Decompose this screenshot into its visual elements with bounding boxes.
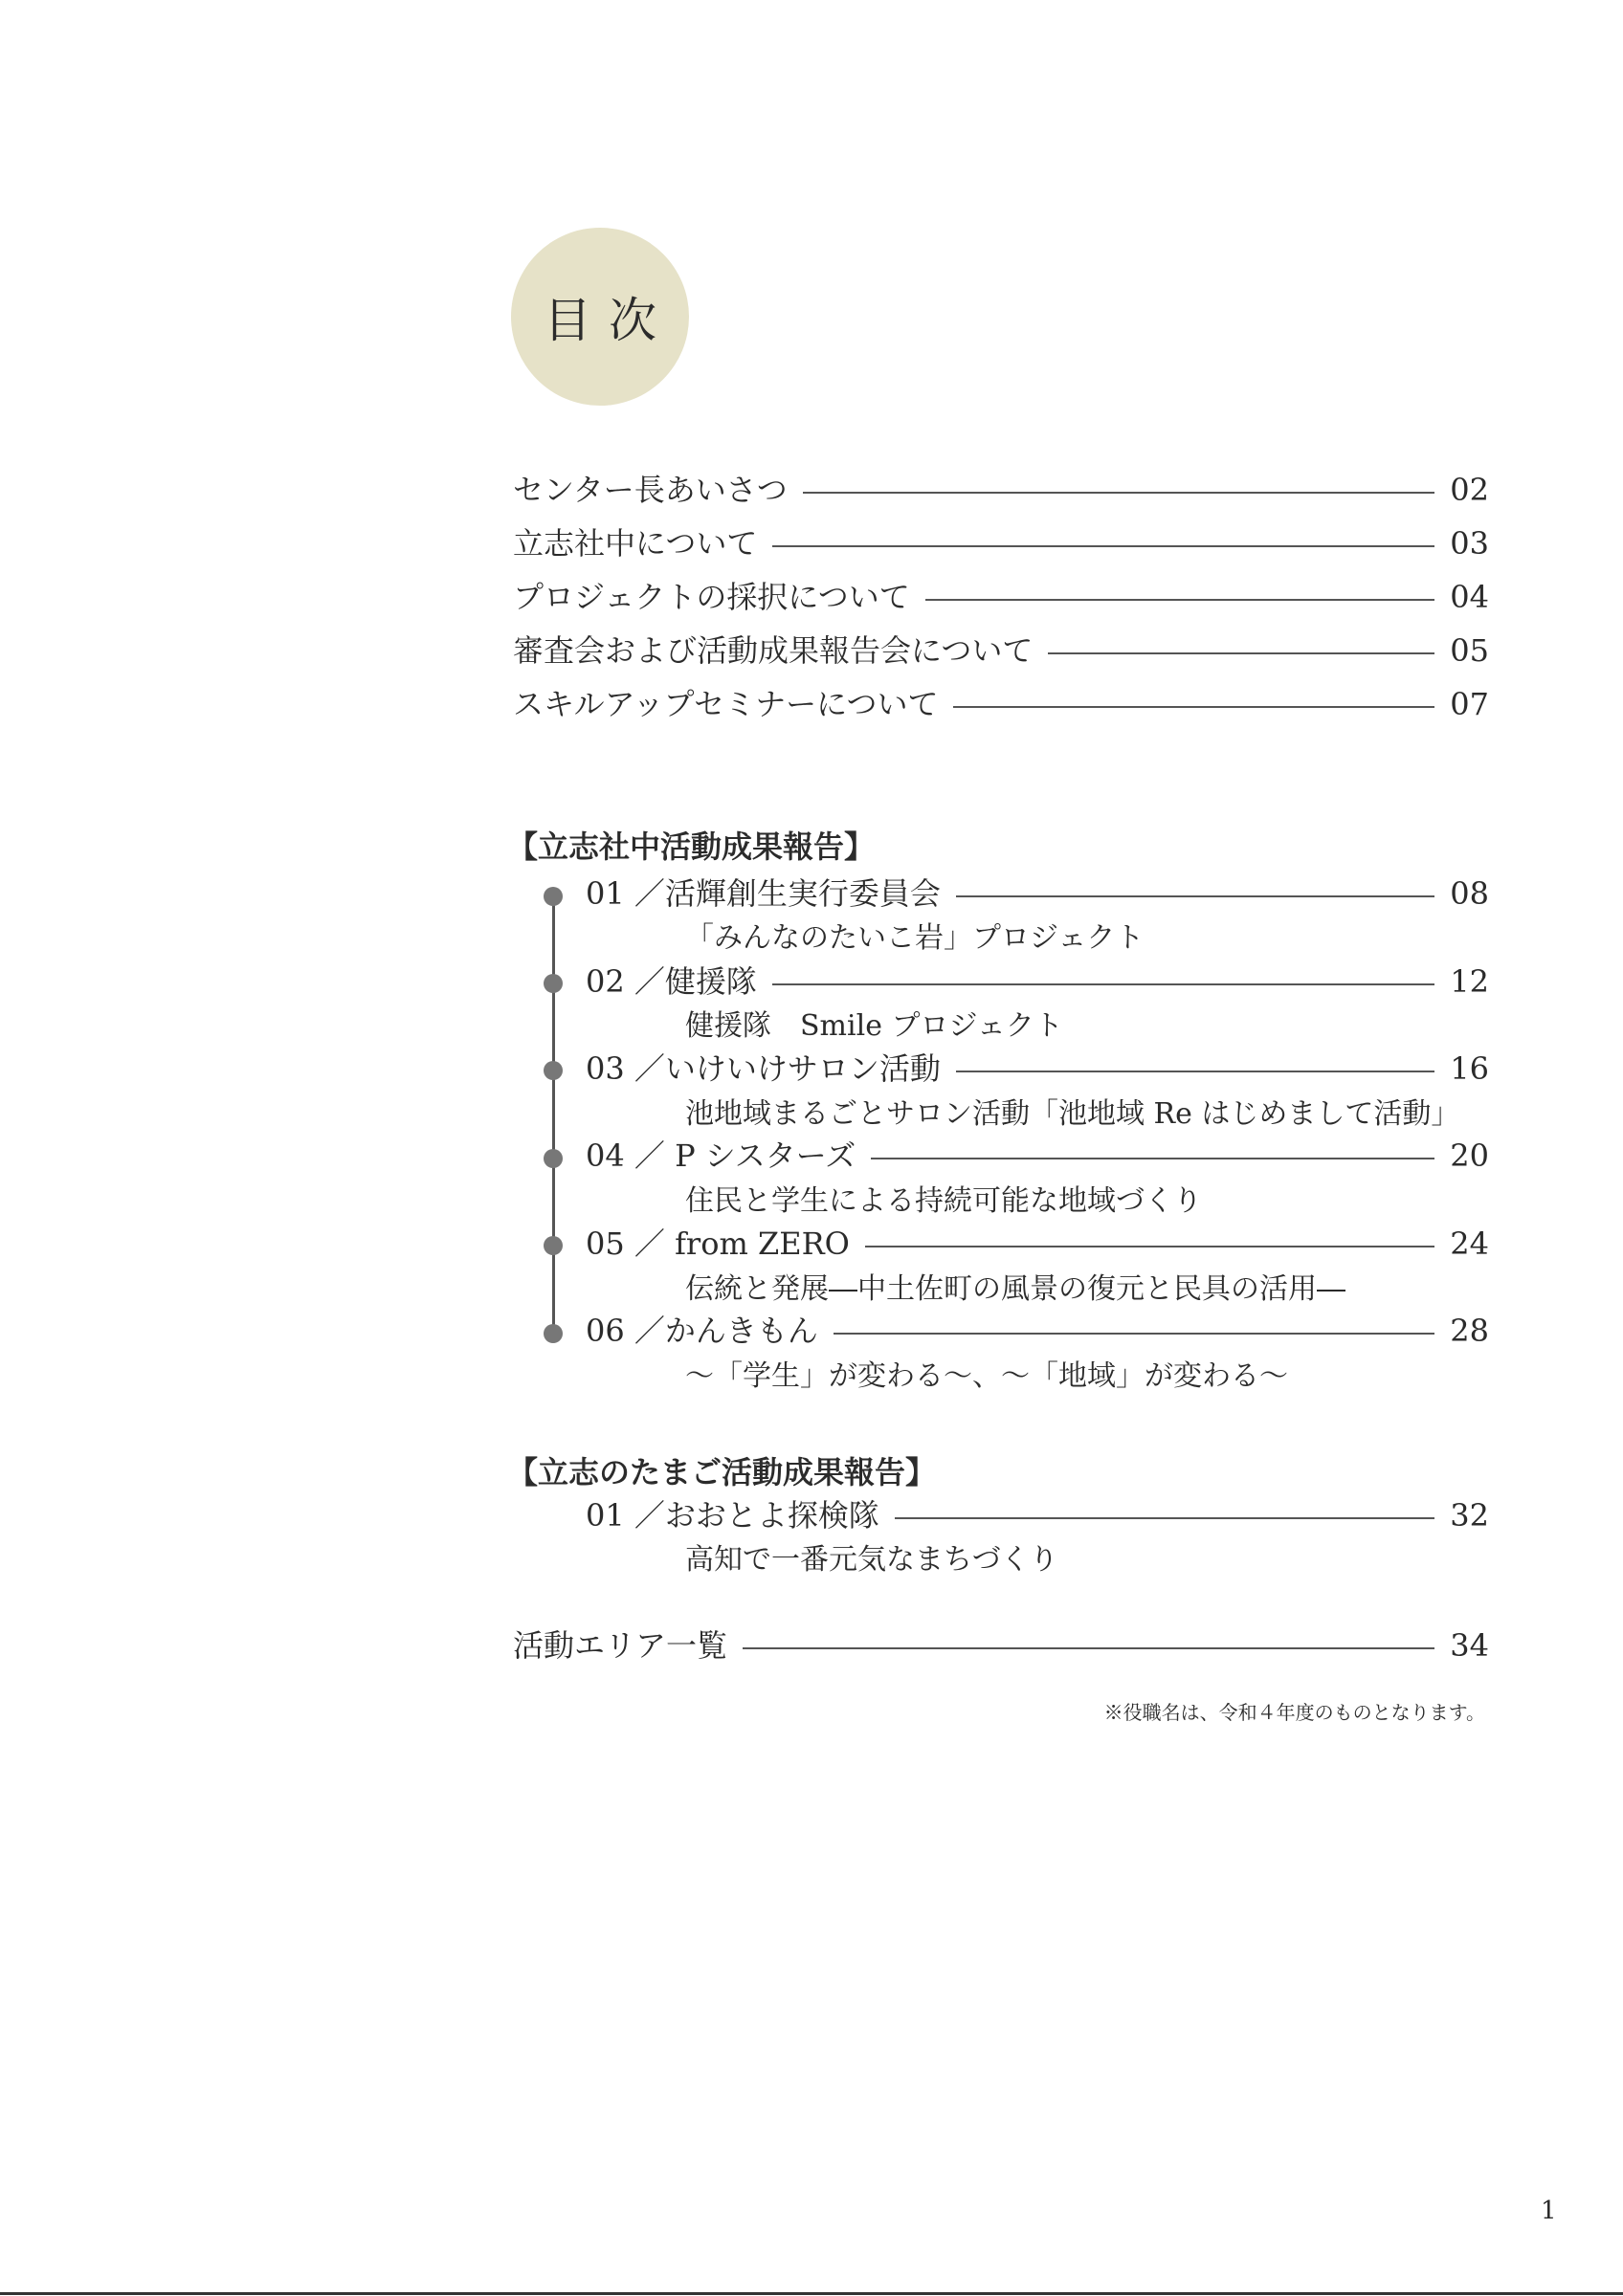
toc-entry-page: 05 [1450, 632, 1489, 669]
timeline-dot [544, 1149, 563, 1168]
toc-entry-label: 02 ／健援隊 [586, 963, 757, 1000]
toc-entry-area-list[interactable] [513, 1627, 1489, 1664]
toc-entry-page: 04 [1450, 579, 1489, 615]
toc-entry-page: 12 [1450, 963, 1489, 1000]
toc-entry-adoption[interactable] [513, 579, 1489, 615]
toc-entry-subtitle: 住民と学生による持続可能な地域づくり [685, 1184, 1202, 1218]
leader-line [772, 983, 1434, 985]
toc-entry-label: プロジェクトの採択について [513, 579, 910, 615]
timeline-dot [544, 887, 563, 906]
toc-entry-label: 活動エリア一覧 [513, 1627, 728, 1664]
section-heading-tamago: 【立志のたまご活動成果報告】 [507, 1454, 937, 1490]
timeline-dot [544, 1324, 563, 1343]
toc-entry-project-01[interactable] [586, 875, 1489, 912]
toc-entry-page: 07 [1450, 686, 1489, 722]
toc-entry-subtitle: 「みんなのたいこ岩」プロジェクト [685, 921, 1145, 955]
toc-entry-page: 24 [1450, 1225, 1489, 1262]
leader-line [925, 599, 1435, 601]
toc-entry-subtitle: 伝統と発展―中土佐町の風景の復元と民具の活用― [685, 1272, 1345, 1306]
toc-entry-subtitle: 池地域まるごとサロン活動「池地域 Re はじめまして活動」 [685, 1097, 1460, 1131]
timeline-dot [544, 1061, 563, 1080]
toc-entry-page: 02 [1450, 472, 1489, 508]
footnote: ※役職名は、令和４年度のものとなります。 [1103, 1701, 1485, 1724]
toc-entry-project-02[interactable] [586, 963, 1489, 1000]
leader-line [956, 895, 1434, 897]
toc-entry-label: 01 ／おおとよ探検隊 [586, 1497, 879, 1534]
leader-line [865, 1246, 1434, 1247]
toc-entry-review[interactable] [513, 632, 1489, 669]
toc-entry-label: 立志社中について [513, 525, 758, 562]
toc-title: 目次 [511, 228, 689, 406]
toc-entry-subtitle: ～「学生」が変わる～、～「地域」が変わる～ [685, 1359, 1288, 1393]
toc-entry-page: 32 [1450, 1497, 1489, 1534]
toc-entry-page: 20 [1450, 1137, 1489, 1174]
toc-entry-label: 05 ／ from ZERO [586, 1225, 850, 1262]
leader-line [1048, 652, 1434, 654]
leader-line [895, 1517, 1434, 1519]
bottom-rule [0, 2292, 1623, 2295]
toc-entry-page: 03 [1450, 525, 1489, 562]
toc-entry-page: 34 [1450, 1627, 1489, 1664]
toc-entry-subtitle: 高知で一番元気なまちづくり [685, 1543, 1058, 1577]
page-number: 1 [1541, 2197, 1557, 2225]
leader-line [956, 1071, 1434, 1072]
leader-line [871, 1158, 1434, 1159]
timeline-line [552, 894, 555, 1335]
leader-line [803, 492, 1435, 494]
toc-entry-seminar[interactable] [513, 686, 1489, 722]
toc-entry-page: 16 [1450, 1050, 1489, 1087]
toc-entry-label: 03 ／いけいけサロン活動 [586, 1050, 941, 1087]
toc-entry-page: 28 [1450, 1313, 1489, 1349]
toc-entry-subtitle: 健援隊 Smile プロジェクト [685, 1009, 1063, 1043]
leader-line [743, 1647, 1434, 1649]
toc-entry-greeting[interactable] [513, 472, 1489, 508]
section-heading-shachu: 【立志社中活動成果報告】 [507, 828, 876, 865]
toc-entry-tamago-01[interactable] [586, 1497, 1489, 1534]
toc-entry-page: 08 [1450, 875, 1489, 912]
leader-line [953, 706, 1434, 708]
toc-entry-project-05[interactable] [586, 1225, 1489, 1262]
toc-entry-project-03[interactable] [586, 1050, 1489, 1087]
toc-entry-about[interactable] [513, 525, 1489, 562]
timeline-dot [544, 1236, 563, 1255]
toc-entry-label: センター長あいさつ [513, 472, 788, 508]
timeline-dot [544, 974, 563, 993]
toc-entry-label: 06 ／かんきもん [586, 1313, 818, 1349]
toc-entry-label: 審査会および活動成果報告会について [513, 632, 1034, 669]
toc-entry-project-04[interactable] [586, 1137, 1489, 1174]
leader-line [772, 545, 1434, 547]
toc-entry-label: 04 ／ P シスターズ [586, 1137, 856, 1174]
toc-entry-project-06[interactable] [586, 1313, 1489, 1349]
leader-line [834, 1333, 1434, 1335]
toc-entry-label: スキルアップセミナーについて [513, 686, 939, 722]
toc-entry-label: 01 ／活輝創生実行委員会 [586, 875, 941, 912]
